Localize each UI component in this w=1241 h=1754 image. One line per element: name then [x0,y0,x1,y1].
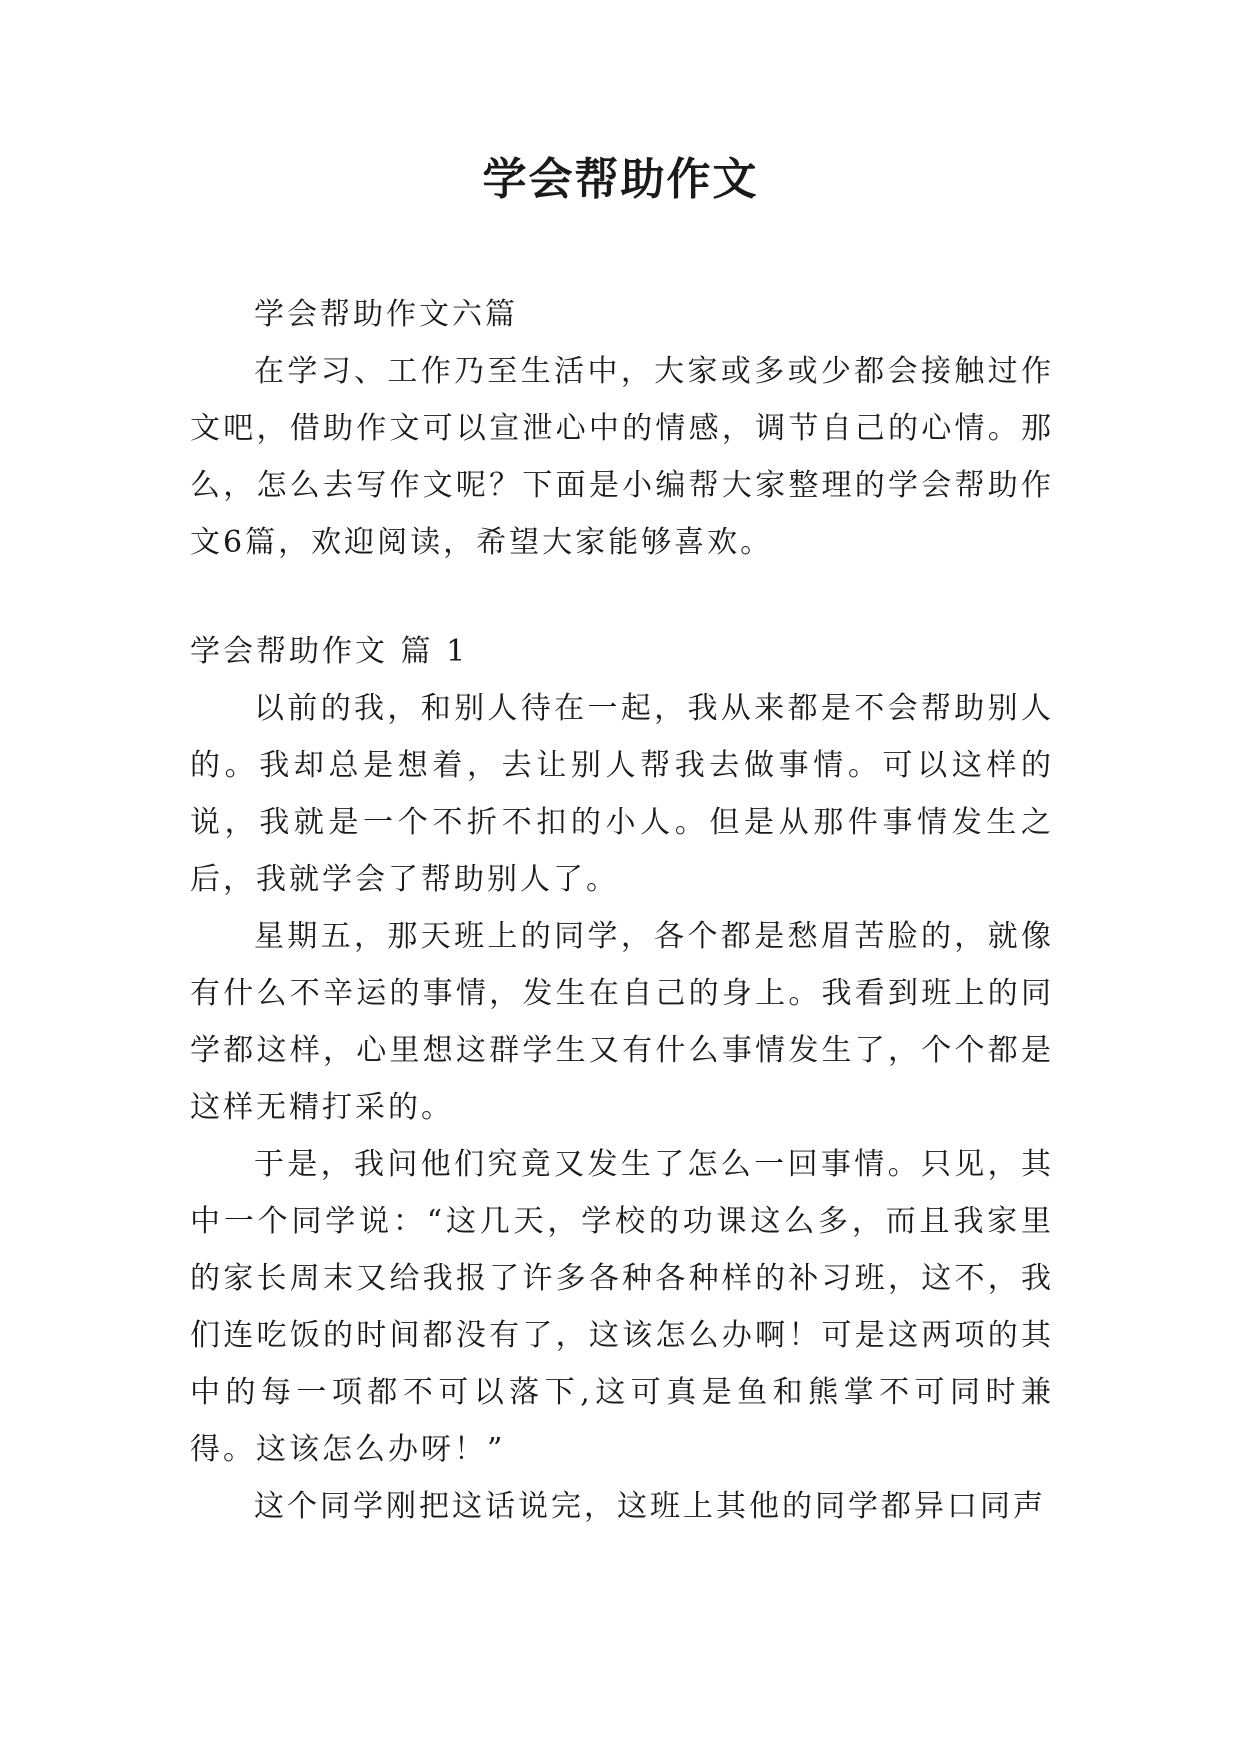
body-paragraph: 星期五，那天班上的同学，各个都是愁眉苦脸的，就像有什么不辛运的事情，发生在自己的身上。我看到班上的同学都这样，心里想这群学生又有什么事情发生了，个个都是这样无精打采的。 [190,919,1054,1125]
subtitle: 学会帮助作文六篇 [254,297,518,332]
document-title: 学会帮助作文 [482,154,759,205]
intro-paragraph: 在学习、工作乃至生活中，大家或多或少都会接触过作文吧，借助作文可以宣泄心中的情感，调节自己的心情。那么，怎么去写作文呢？下面是小编帮大家整理的学会帮助作文6篇，欢迎阅读，希望大家能够喜欢。 [190,354,1054,560]
section-heading: 学会帮助作文 篇 1 [190,634,469,669]
body-paragraph: 于是，我问他们究竟又发生了怎么一回事情。只见，其中一个同学说：“这几天，学校的功课这么多，而且我家里的家长周末又给我报了许多各种各种样的补习班，这不，我们连吃饭的时间都没有了，这该怎么办啊！可是这两项的其中的每一项都不可以落下,这可真是鱼和熊掌不可同时兼得。这该怎么办呀！” [190,1147,1054,1467]
body-paragraph: 以前的我，和别人待在一起，我从来都是不会帮助别人的。我却总是想着，去让别人帮我去做事情。可以这样的说，我就是一个不折不扣的小人。但是从那件事情发生之后，我就学会了帮助别人了。 [190,691,1054,897]
body-paragraph: 这个同学刚把这话说完，这班上其他的同学都异口同声 [254,1489,1046,1524]
document-body [190,286,1054,1535]
